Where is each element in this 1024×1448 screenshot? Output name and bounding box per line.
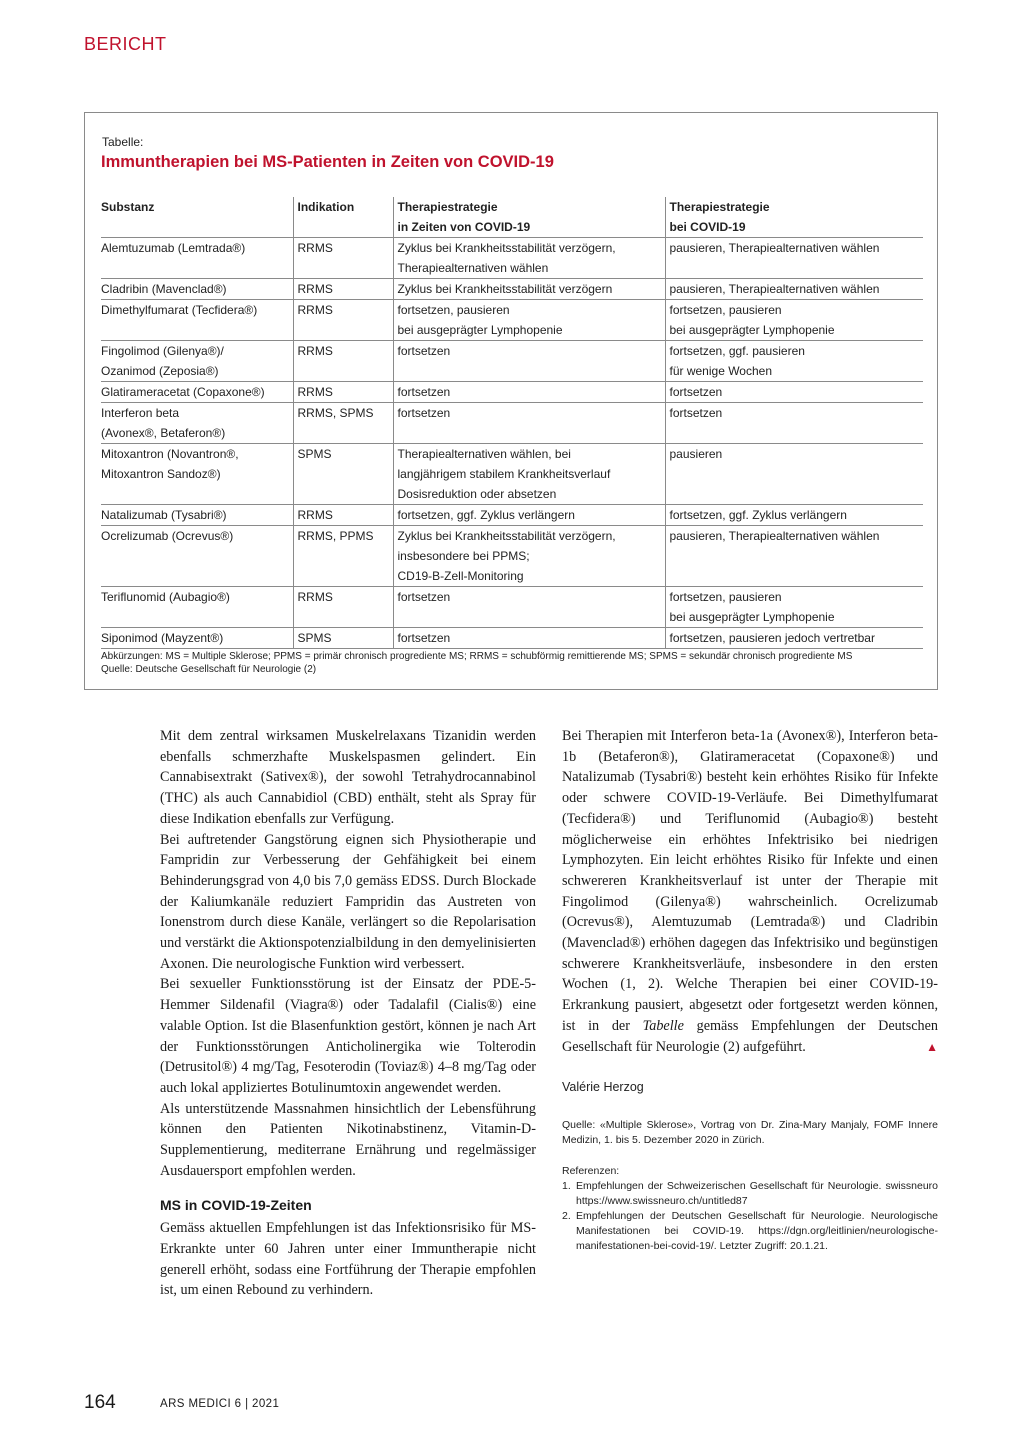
section-tag: BERICHT [84,34,167,54]
cell-line: Ocrelizumab (Ocrevus®) [101,529,234,543]
paragraph: Bei auftretender Gangstörung eignen sich Physiotherapie und Fampridin zur Verbesserung der Gehfähigkeit bei einem Behinderungsgrad von 4,0 bis 7,0 gemäss EDSS. Durch Blockade der Kaliumkanäle reduziert Fampridin das Austreten von Ionenstrom durch diese Kanäle, verlängert so die Repolarisation und verstärkt die Aktionspotenzialbildung in den demyelinisierten Axonen. Die neurologische Funktion wird verbessert. [160,831,536,972]
reference-list [562,1179,938,1254]
cell-indication [293,444,393,505]
cell-strategy-covid [665,382,923,403]
cell-strategy-covid [665,300,923,341]
cell-line: RRMS, SPMS [297,406,374,420]
author-name: Valérie Herzog [562,1080,644,1094]
cell-line: RRMS [297,590,333,604]
table-header-row [101,197,923,238]
table-row [101,279,923,300]
cell-line: RRMS [297,344,333,358]
source-note: Quelle: «Multiple Sklerose», Vortrag von Dr. Zina-Mary Manjaly, FOMF Innere Medizin, 1. bis 5. Dezember 2020 in Zürich. [562,1119,938,1146]
cell-line: pausieren, Therapiealternativen wählen [669,529,880,543]
cell-line: Zyklus bei Krankheitsstabilität verzögern, [397,241,616,255]
cell-line: Cladribin (Mavenclad®) [101,282,227,296]
cell-line: in Zeiten von COVID-19 [397,220,531,234]
cell-strategy-covid [665,505,923,526]
cell-line: fortsetzen [397,385,451,399]
column-header [293,197,393,238]
cell-strategy-times [393,238,665,279]
cell-line: fortsetzen, ggf. pausieren [669,344,805,358]
paragraph: Mit dem zentral wirksamen Muskelrelaxans Tizanidin werden ebenfalls schmerzhafte Muskelspasmen gelindert. Ein Cannabisextrakt (Sativex®), der sowohl Tetrahydrocannabinol (THC) als auch Cannabidiol (CBD) enthält, steht als Spray für diese Indikation ebenfalls zur Verfügung. [160,728,536,827]
cell-strategy-times [393,587,665,628]
cell-indication [293,628,393,649]
cell-strategy-covid [665,444,923,505]
cell-line: bei COVID-19 [669,220,746,234]
cell-strategy-times [393,382,665,403]
cell-line: fortsetzen [669,385,723,399]
cell-strategy-covid [665,279,923,300]
cell-line: Mitoxantron Sandoz®) [101,467,221,481]
cell-substance [101,341,293,382]
cell-line: RRMS [297,385,333,399]
cell-strategy-covid [665,587,923,628]
cell-line: Indikation [297,200,355,214]
cell-line: Teriflunomid (Aubagio®) [101,590,230,604]
cell-strategy-times [393,628,665,649]
cell-substance [101,628,293,649]
cell-strategy-times [393,279,665,300]
cell-line: fortsetzen [397,406,451,420]
table-box [84,112,938,690]
cell-line: fortsetzen, ggf. Zyklus verlängern [397,508,575,522]
cell-strategy-times [393,526,665,587]
cell-line: Zyklus bei Krankheitsstabilität verzögern, [397,529,616,543]
table-row [101,382,923,403]
cell-strategy-times [393,403,665,444]
cell-line: SPMS [297,631,332,645]
cell-strategy-covid [665,403,923,444]
cell-line: CD19-B-Zell-Monitoring [397,569,524,583]
cell-substance [101,279,293,300]
cell-line: pausieren, Therapiealternativen wählen [669,282,880,296]
cell-strategy-times [393,300,665,341]
cell-line: pausieren [669,447,723,461]
therapy-table [101,197,923,649]
cell-strategy-times [393,341,665,382]
cell-line: insbesondere bei PPMS; [397,549,530,563]
cell-substance [101,526,293,587]
cell-substance [101,587,293,628]
cell-line: fortsetzen, pausieren [669,303,782,317]
body-column-left [160,726,536,1301]
table-source: Quelle: Deutsche Gesellschaft für Neurologie (2) [101,664,317,675]
cell-indication [293,382,393,403]
table-header [101,197,923,238]
paragraph: Bei sexueller Funktionsstörung ist der Einsatz der PDE-5-Hemmer Sildenafil (Viagra®) oder Tadalafil (Cialis®) eine valable Option. Ist die Blasenfunktion gestört, können je nach Art der Funktionsstörungen Anticholinergika wie Tolterodin (Detrusitol®) 4 mg/Tag, Fesoterodin (Toviaz®) 4–8 mg/Tag oder auch lokal appliziertes Botulinumtoxin angewendet werden. [160,976,536,1096]
left-paragraphs [160,726,536,1181]
paragraph [562,726,938,1057]
table-title: Immuntherapien bei MS-Patienten in Zeiten von COVID-19 [101,153,554,171]
cell-strategy-covid [665,238,923,279]
cell-line: fortsetzen, pausieren [397,303,510,317]
cell-substance [101,300,293,341]
column-header [393,197,665,238]
cell-line: Fingolimod (Gilenya®)/ [101,344,224,358]
cell-substance [101,403,293,444]
cell-line: Siponimod (Mayzent®) [101,631,224,645]
column-header [665,197,923,238]
cell-line: RRMS [297,282,333,296]
cell-substance [101,238,293,279]
table-row [101,526,923,587]
cell-line: RRMS [297,303,333,317]
table-label: Tabelle: [102,135,144,149]
cell-line: Therapiealternativen wählen [397,261,549,275]
cell-line: Therapiestrategie [669,200,770,214]
page-number: 164 [84,1392,116,1413]
cell-line: pausieren, Therapiealternativen wählen [669,241,880,255]
cell-line: Substanz [101,200,155,214]
cell-line: SPMS [297,447,332,461]
reference-text: Empfehlungen der Deutschen Gesellschaft für Neurologie. Neurologische Manifestationen bei COVID-19. https://dgn.org/leitlinien/neurologische-manifestationen-bei-covid-19/. Letzter Zugriff: 20.1.21. [576,1210,938,1252]
cell-line: Mitoxantron (Novantron®, [101,447,239,461]
table-reference: Tabelle [642,1017,684,1034]
table-row [101,444,923,505]
cell-line: bei ausgeprägter Lymphopenie [669,323,835,337]
paragraph: Als unterstützende Massnahmen hinsichtlich der Lebensführung können den Patienten Nikotinabstinenz, Vitamin-D-Supplementierung, mediterrane Ernährung und regelmässiger Ausdauersport empfohlen werden. [160,1100,536,1179]
reference-number: 1. [562,1180,571,1192]
cell-line: Therapiealternativen wählen, bei [397,447,571,461]
table-row [101,238,923,279]
cell-line: Natalizumab (Tysabri®) [101,508,227,522]
cell-line: fortsetzen, pausieren [669,590,782,604]
cell-line: fortsetzen, ggf. Zyklus verlängern [669,508,847,522]
cell-line: Glatirameracetat (Copaxone®) [101,385,265,399]
cell-line: fortsetzen [397,631,451,645]
reference-item [562,1179,938,1209]
references-heading: Referenzen: [562,1165,620,1177]
cell-line: fortsetzen, pausieren jedoch vertretbar [669,631,875,645]
reference-text: Empfehlungen der Schweizerischen Gesellschaft für Neurologie. swissneuro https://www.swissneuro.ch/untitled87 [576,1180,938,1207]
cell-line: für wenige Wochen [669,364,773,378]
cell-line: fortsetzen [669,406,723,420]
table-row [101,341,923,382]
paragraph-text: Bei Therapien mit Interferon beta-1a (Avonex®), Interferon beta-1b (Betaferon®), Glatirameracetat (Copaxone®) und Natalizumab (Tysabri®) besteht kein erhöhtes Risiko für Infekte oder schwere COVID-19-Verläufe. Bei Dimethylfumarat (Tecfidera®) und Teriflunomid (Aubagio®) besteht möglicherweise ein erhöhtes Infektrisiko bei niedrigen Lymphozyten. Ein leicht erhöhtes Risiko für Infekte und einen schwereren Krankheitsverlauf ist unter der Therapie mit Fingolimod (Gilenya®) wahrscheinlich. Ocrelizumab (Ocrevus®), Alemtuzumab (Lemtrada®) und Cladribin (Mavenclad®) erhöhen dagegen das Infektrisiko und begünstigen schwerere Krankheitsverläufe, insbesondere in den ersten Wochen (1, 2). Welche Therapien bei einer COVID-19-Erkrankung pausiert, abgesetzt oder fortgesetzt werden können, ist in der [562,728,938,1034]
cell-indication [293,403,393,444]
cell-line: RRMS [297,508,333,522]
cell-indication [293,341,393,382]
cell-indication [293,300,393,341]
table-body [101,238,923,649]
table-row [101,403,923,444]
paragraph: Gemäss aktuellen Empfehlungen ist das Infektionsrisiko für MS-Erkrankte unter 60 Jahren unter einer Immuntherapie nicht generell erhöht, sodass eine Fortführung der Therapie empfohlen ist, um einen Rebound zu verhindern. [160,1220,536,1299]
cell-substance [101,444,293,505]
cell-indication [293,505,393,526]
cell-indication [293,587,393,628]
cell-indication [293,279,393,300]
cell-line: fortsetzen [397,344,451,358]
cell-line: Dimethylfumarat (Tecfidera®) [101,303,258,317]
cell-strategy-covid [665,341,923,382]
cell-line: bei ausgeprägter Lymphopenie [669,610,835,624]
table-row [101,505,923,526]
cell-strategy-covid [665,628,923,649]
cell-line: Dosisreduktion oder absetzen [397,487,557,501]
cell-line: Interferon beta [101,406,180,420]
table-row [101,628,923,649]
table-row [101,300,923,341]
reference-number: 2. [562,1210,571,1222]
references [562,1164,938,1254]
cell-strategy-times [393,444,665,505]
cell-line: RRMS, PPMS [297,529,374,543]
cell-strategy-times [393,505,665,526]
journal-name: ARS MEDICI 6 | 2021 [160,1398,280,1410]
subheading: MS in COVID-19-Zeiten [160,1197,312,1214]
cell-line: bei ausgeprägter Lymphopenie [397,323,563,337]
cell-line: Ozanimod (Zeposia®) [101,364,219,378]
reference-item [562,1209,938,1254]
body-column-right [562,726,938,1057]
cell-indication [293,526,393,587]
cell-substance [101,382,293,403]
paragraph-text: gemäss Empfehlungen der Deutschen Gesellschaft für Neurologie (2) aufgeführt. [562,1017,938,1055]
cell-substance [101,505,293,526]
column-header [101,197,293,238]
cell-line: fortsetzen [397,590,451,604]
cell-strategy-covid [665,526,923,587]
cell-line: Zyklus bei Krankheitsstabilität verzögern [397,282,613,296]
end-triangle-icon: ▲ [926,1039,938,1054]
cell-line: (Avonex®, Betaferon®) [101,426,226,440]
cell-indication [293,238,393,279]
table-row [101,587,923,628]
table-abbreviations: Abkürzungen: MS = Multiple Sklerose; PPMS = primär chronisch progrediente MS; RRMS = schubförmig remittierende MS; SPMS = sekundär chronisch progrediente MS [101,651,853,662]
cell-line: RRMS [297,241,333,255]
table-footnote [101,650,852,676]
cell-line: Therapiestrategie [397,200,498,214]
cell-line: langjährigem stabilem Krankheitsverlauf [397,467,611,481]
cell-line: Alemtuzumab (Lemtrada®) [101,241,246,255]
